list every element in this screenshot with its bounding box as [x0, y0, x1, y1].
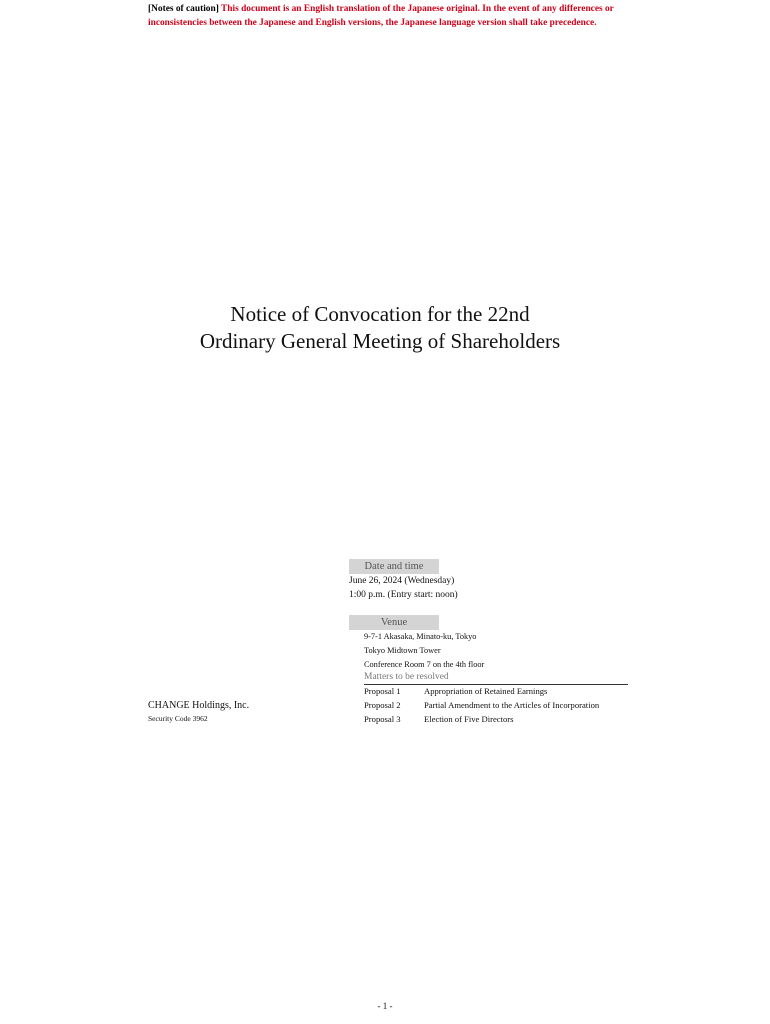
proposal-number: Proposal 2 — [364, 700, 401, 710]
venue-label: Venue — [349, 615, 439, 630]
caution-notice-text: This document is an English translation of the Japanese original. In the event of any differences or inconsistencies between the Japanese and English versions, the Japanese language version shall take precedence. — [148, 4, 614, 28]
matters-label: Matters to be resolved — [364, 671, 628, 685]
document-title-line1: Notice of Convocation for the 22nd — [230, 302, 530, 326]
caution-notice — [148, 2, 630, 30]
proposal-title: Appropriation of Retained Earnings — [424, 686, 548, 696]
venue-room: Conference Room 7 on the 4th floor — [364, 660, 485, 669]
page-number: - 1 - — [377, 1001, 393, 1011]
venue-address: 9-7-1 Akasaka, Minato-ku, Tokyo — [364, 632, 477, 641]
proposal-title: Partial Amendment to the Articles of Incorporation — [424, 700, 600, 710]
proposal-number: Proposal 3 — [364, 714, 401, 724]
document-title-line2: Ordinary General Meeting of Shareholders — [199, 329, 561, 353]
meeting-date: June 26, 2024 (Wednesday) — [349, 576, 455, 586]
proposal-title: Election of Five Directors — [424, 714, 514, 724]
meeting-time: 1:00 p.m. (Entry start: noon) — [349, 590, 458, 600]
date-time-label: Date and time — [349, 559, 439, 574]
proposal-number: Proposal 1 — [364, 686, 401, 696]
caution-notice-lead: [Notes of caution] — [148, 4, 219, 14]
security-code: Security Code 3962 — [148, 714, 208, 723]
venue-building: Tokyo Midtown Tower — [364, 646, 441, 655]
company-name: CHANGE Holdings, Inc. — [148, 700, 250, 711]
